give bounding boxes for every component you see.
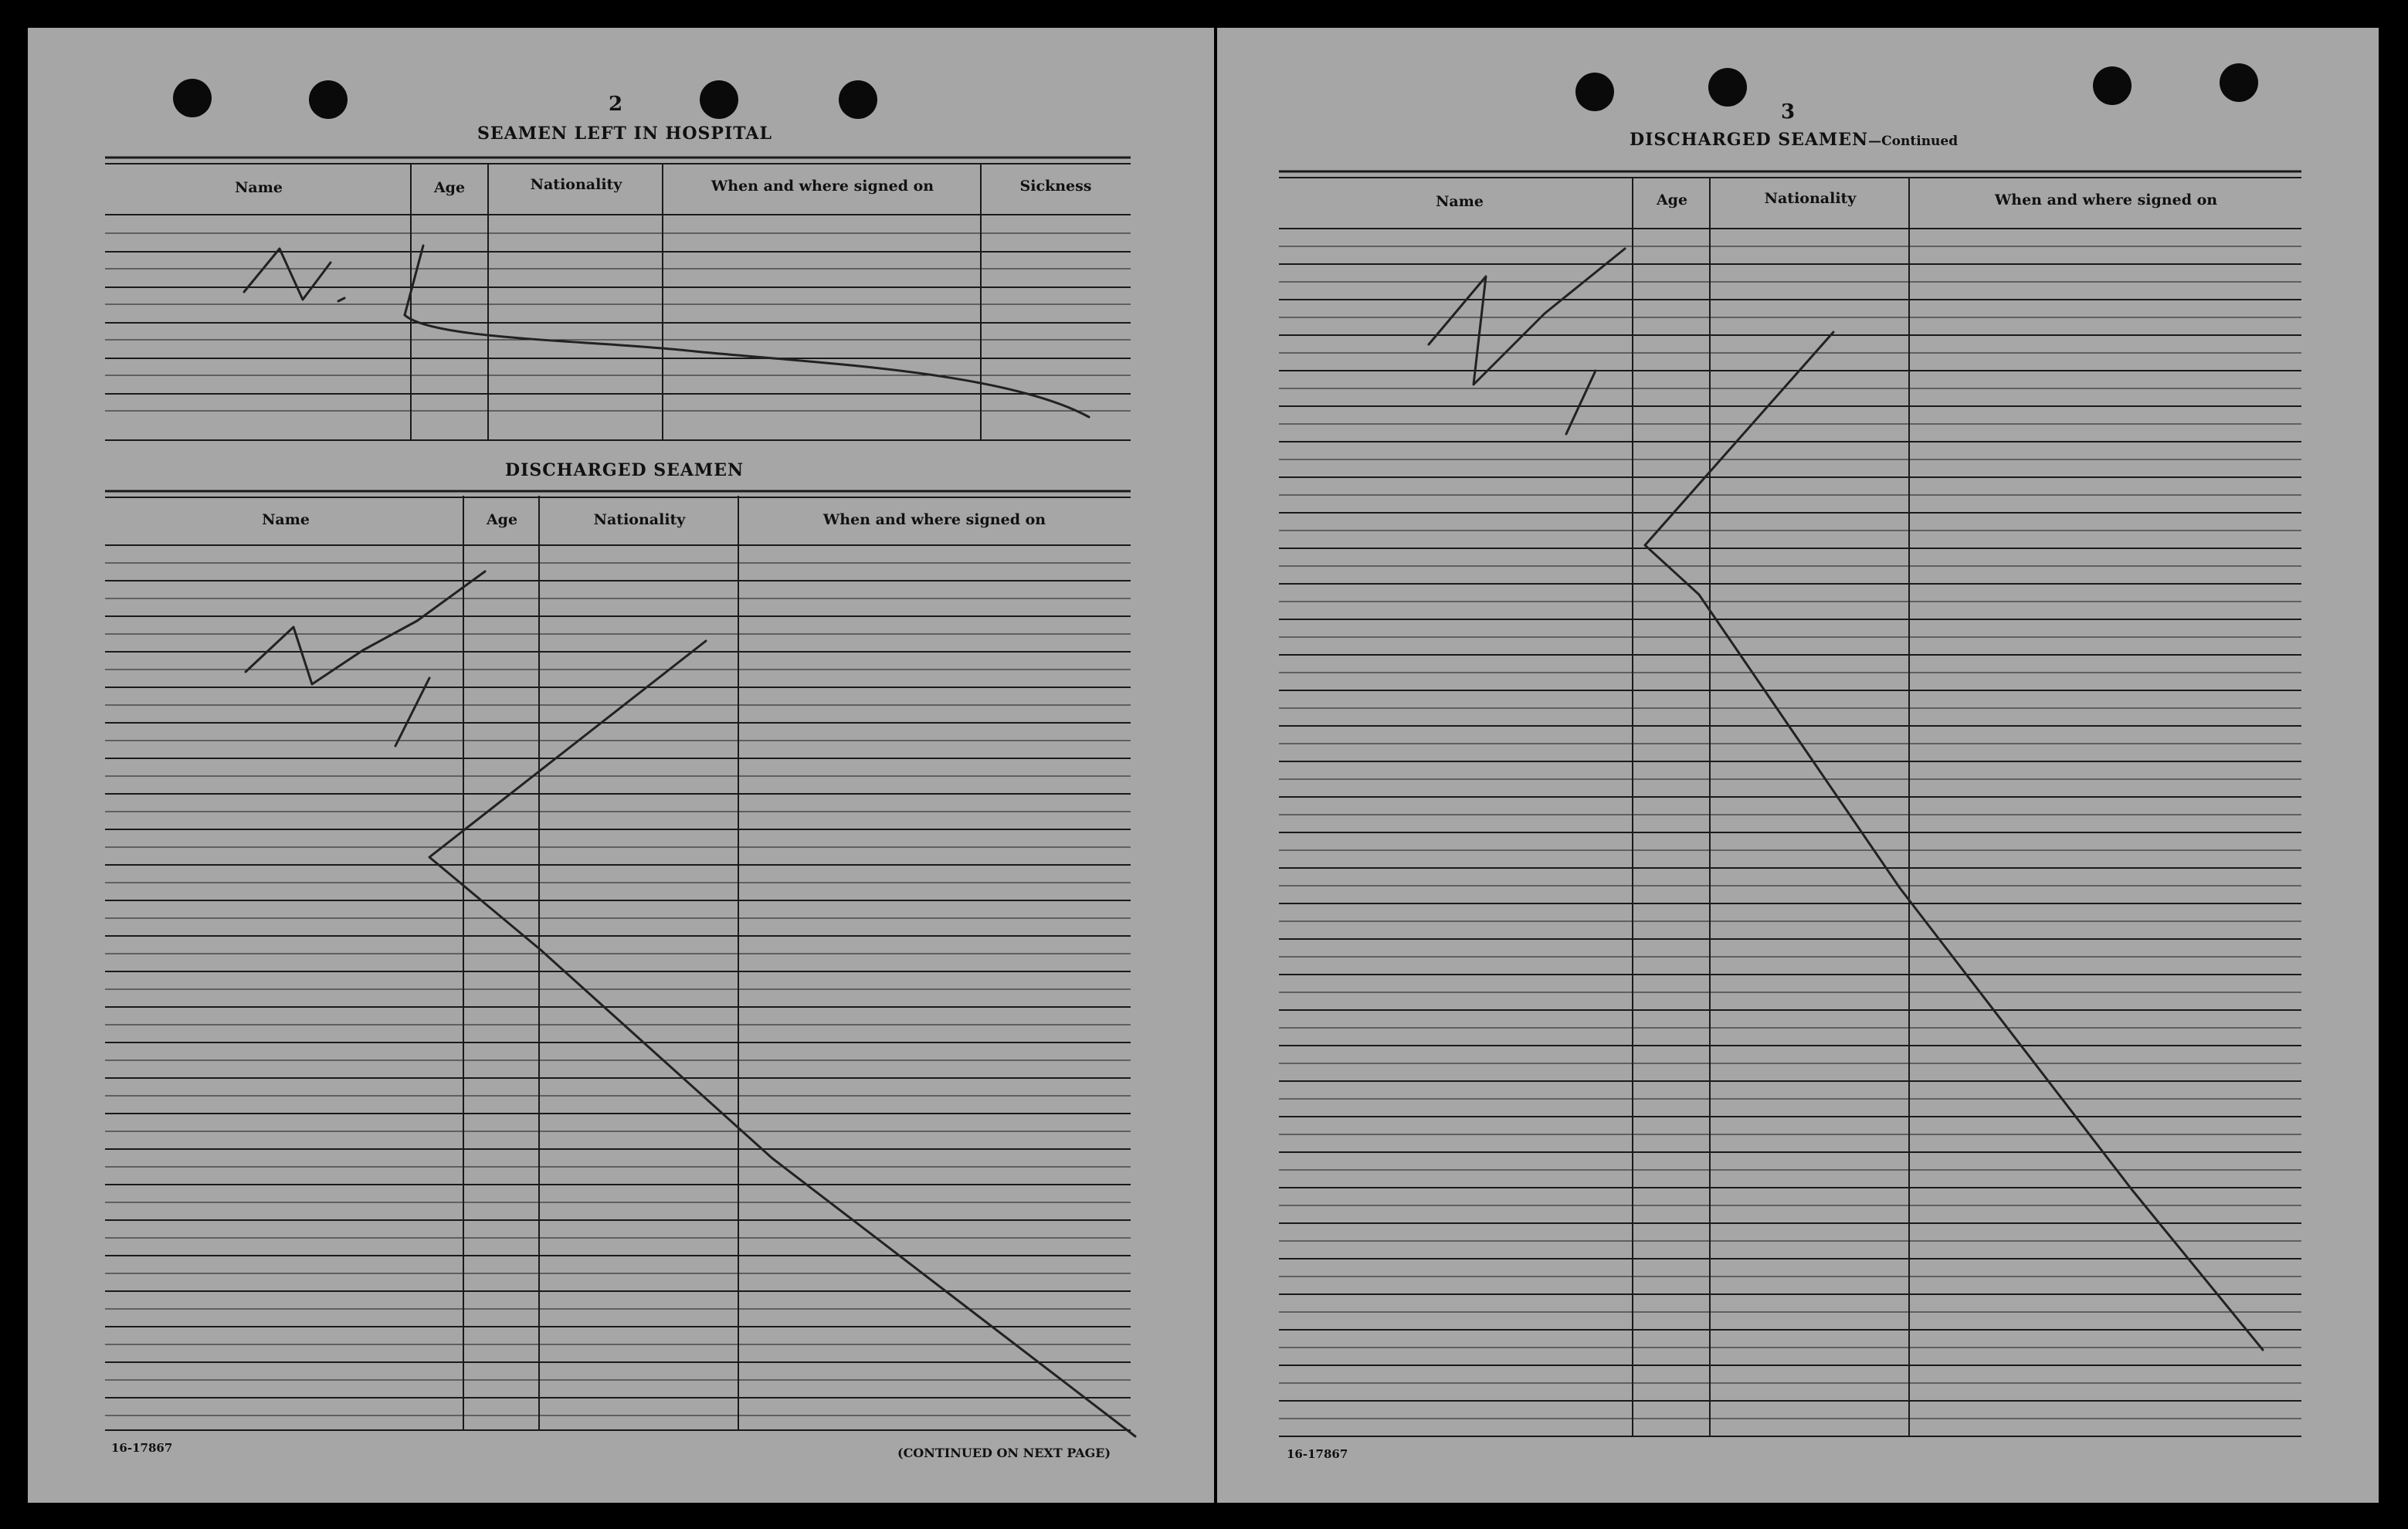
discharged-section-title: DISCHARGED SEAMEN [505, 460, 744, 480]
continued-note: (CONTINUED ON NEXT PAGE) [897, 1446, 1111, 1460]
page-number-left: 2 [609, 93, 623, 116]
punch-hole [2220, 63, 2258, 102]
hospital-col-signed-on: When and where signed on [711, 178, 934, 195]
form-number-right: 16-17867 [1287, 1447, 1348, 1461]
punch-hole [173, 79, 212, 117]
hospital-col-nationality: Nationality [530, 176, 622, 193]
hospital-section-title: SEAMEN LEFT IN HOSPITAL [477, 124, 772, 144]
right-col-nationality: Nationality [1764, 190, 1857, 207]
hospital-col-sickness: Sickness [1019, 178, 1092, 195]
punch-hole [700, 80, 738, 119]
punch-hole [2093, 66, 2132, 105]
right-page [1217, 28, 2379, 1503]
form-number-left: 16-17867 [111, 1441, 173, 1455]
punch-hole [1575, 73, 1614, 111]
left-page [28, 28, 1214, 1503]
discharged-col-age: Age [486, 511, 518, 528]
discharged-col-name: Name [262, 511, 310, 528]
right-section-title-main: DISCHARGED SEAMEN [1630, 130, 1869, 150]
right-col-name: Name [1436, 193, 1484, 210]
punch-hole [1708, 68, 1747, 107]
right-section-title-suffix: —Continued [1868, 134, 1959, 149]
discharged-col-nationality: Nationality [593, 511, 686, 528]
hospital-col-name: Name [235, 179, 283, 196]
punch-hole [839, 80, 877, 119]
right-col-age: Age [1656, 192, 1688, 208]
punch-hole [309, 80, 348, 119]
right-section-title [1630, 130, 1958, 150]
hospital-col-age: Age [433, 179, 466, 196]
right-col-signed-on: When and where signed on [1994, 192, 2218, 208]
discharged-col-signed-on: When and where signed on [822, 511, 1046, 528]
page-number-right: 3 [1781, 100, 1796, 124]
